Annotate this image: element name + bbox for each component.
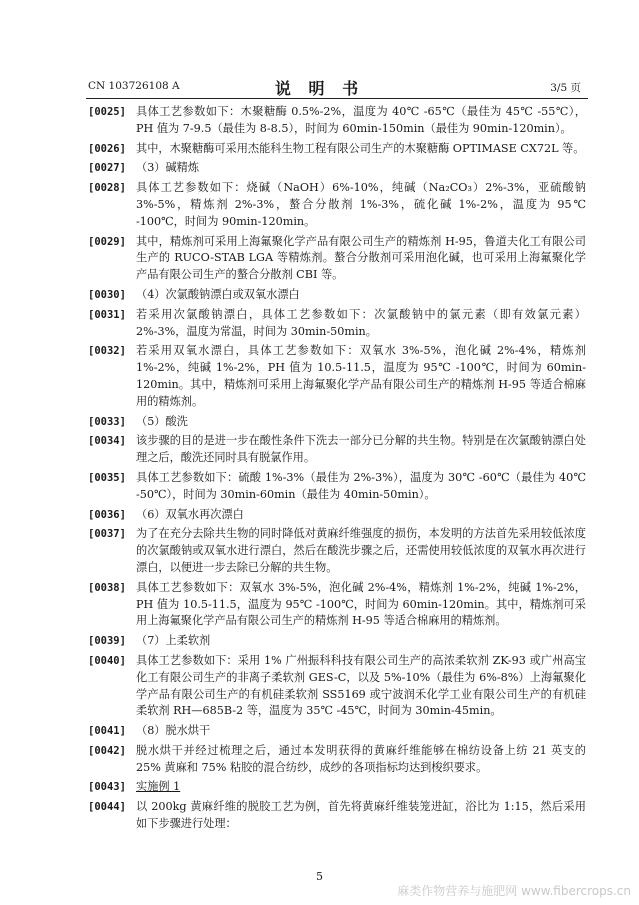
patent-number: CN 103726108 A — [88, 80, 180, 92]
paragraph-number: [0034] — [88, 435, 126, 448]
paragraph-number: [0028] — [88, 182, 126, 195]
paragraph — [88, 160, 586, 177]
paragraph-text: 该步骤的目的是进一步在酸性条件下洗去一部分已分解的共生物。特别是在次氯酸钠漂白处理之后，酸洗还同时具有脱氯作用。 — [136, 434, 586, 465]
paragraph-number: [0037] — [88, 528, 126, 541]
paragraph-number: [0039] — [88, 635, 126, 648]
paragraph — [88, 799, 586, 833]
paragraph-number: [0027] — [88, 162, 126, 175]
paragraph-text: 若采用双氧水漂白，具体工艺参数如下：双氧水 3%-5%，泡化碱 2%-4%，精炼剂 1%-2%，纯碱 1%-2%，PH 值为 10.5-11.5，温度为 95℃ -100℃，时间为 60min-120min。其中，精炼剂可采用上海氟聚化学产品有限公司生产的精炼剂 H-95 等适合棉麻用的精炼剂。 — [136, 344, 586, 408]
paragraph — [88, 779, 586, 796]
example-heading: 实施例 1 — [136, 780, 181, 794]
document-body — [88, 104, 586, 836]
paragraph-text: （6）双氧水再次漂白 — [136, 507, 244, 521]
paragraph — [88, 104, 586, 138]
header-rule — [86, 98, 588, 99]
paragraph — [88, 507, 586, 524]
paragraph-number: [0033] — [88, 415, 126, 428]
paragraph-number: [0040] — [88, 654, 126, 667]
paragraph — [88, 287, 586, 304]
paragraph-text: 脱水烘干并经过梳理之后，通过本发明获得的黄麻纤维能够在棉纺设备上纺 21 英支的 25% 黄麻和 75% 粘胶的混合纺纱，成纱的各项指标均达到梭织要求。 — [136, 743, 586, 774]
paragraph-number: [0032] — [88, 345, 126, 358]
paragraph-text: 若采用次氯酸钠漂白，具体工艺参数如下：次氯酸钠中的氯元素（即有效氯元素）2%-3%，温度为常温，时间为 30min-50min。 — [136, 307, 586, 338]
paragraph — [88, 653, 586, 720]
paragraph-text: （7）上柔软剂 — [136, 634, 211, 648]
page-number: 5 — [316, 870, 323, 883]
paragraph — [88, 580, 586, 630]
paragraph-number: [0044] — [88, 801, 126, 814]
paragraph-number: [0026] — [88, 142, 126, 155]
paragraph-text: （3）碱精炼 — [136, 161, 200, 175]
paragraph-text: 其中，精炼剂可采用上海氟聚化学产品有限公司生产的精炼剂 H-95，鲁道夫化工有限公司生产的 RUCO-STAB LGA 等精炼剂。螯合分散剂可采用泡化碱，也可采用上海氟聚化学产品有限公司生产的螯合分散剂 CBI 等。 — [136, 234, 586, 282]
paragraph-text: （5）酸洗 — [136, 414, 188, 428]
paragraph — [88, 234, 586, 284]
paragraph-number: [0035] — [88, 471, 126, 484]
paragraph-number: [0029] — [88, 235, 126, 248]
paragraph — [88, 141, 586, 158]
paragraph-text: 其中，木聚糖酶可采用杰能科生物工程有限公司生产的木聚糖酶 OPTIMASE CX72L 等。 — [136, 141, 585, 155]
paragraph-text: 具体工艺参数如下：烧碱（NaOH）6%-10%，纯碱（Na₂CO₃）2%-3%，亚硫酸钠 3%-5%，精炼剂 2%-3%，螯合分散剂 1%-3%，硫化碱 1%-2%，温度为 95℃ -100℃，时间为 90min-120min。 — [136, 181, 586, 228]
paragraph — [88, 470, 586, 504]
paragraph — [88, 526, 586, 576]
paragraph — [88, 414, 586, 431]
paragraph-number: [0031] — [88, 308, 126, 321]
paragraph-number: [0041] — [88, 725, 126, 738]
paragraph-text: 为了在充分去除共生物的同时降低对黄麻纤维强度的损伤，本发明的方法首先采用较低浓度的次氯酸钠或双氧水进行漂白，然后在酸洗步骤之后，还需使用较低浓度的双氧水再次进行漂白，以便进一步去除已分解的共生物。 — [136, 527, 586, 574]
paragraph-number: [0043] — [88, 781, 126, 794]
watermark: 麻类作物营养与施肥网 www.fibercrops.cn — [397, 884, 631, 898]
paragraph — [88, 723, 586, 740]
paragraph-text: 具体工艺参数如下：采用 1% 广州振科科技有限公司生产的高浓柔软剂 ZK-93 或广州高宝化工有限公司生产的非离子柔软剂 GES-C，以及 5%-10%（最佳为 6%-8%）上海氟聚化学产品有限公司生产的有机硅柔软剂 SS5169 或宁波润禾化学工业有限公司生产的有机硅柔软剂 RH—685B-2 等，温度为 35℃ -45℃，时间为 30min-45min。 — [136, 653, 586, 718]
paragraph-number: [0036] — [88, 508, 126, 521]
paragraph-text: 以 200kg 黄麻纤维的脱胶工艺为例，首先将黄麻纤维装笼进缸，浴比为 1:15，然后采用如下步骤进行处理： — [136, 800, 586, 831]
paragraph-text: 具体工艺参数如下：木聚糖酶 0.5%-2%，温度为 40℃ -65℃（最佳为 45℃ -55℃），PH 值为 7-9.5（最佳为 8-8.5），时间为 60min-150min（最佳为 90min-120min）。 — [136, 105, 586, 135]
paragraph-text: 具体工艺参数如下：硫酸 1%-3%（最佳为 2%-3%），温度为 30℃ -60℃（最佳为 40℃ -50℃），时间为 30min-60min（最佳为 40min-50min）。 — [136, 470, 586, 501]
page-header — [0, 76, 639, 98]
paragraph — [88, 180, 586, 230]
paragraph — [88, 633, 586, 650]
paragraph-number: [0038] — [88, 581, 126, 594]
document-title: 说 明 书 — [274, 79, 365, 98]
page-indicator: 3/5 页 — [550, 82, 581, 94]
paragraph — [88, 307, 586, 341]
paragraph — [88, 433, 586, 467]
paragraph-number: [0030] — [88, 288, 126, 301]
paragraph-number: [0042] — [88, 744, 126, 757]
paragraph-text — [136, 779, 586, 796]
paragraph-number: [0025] — [88, 106, 126, 118]
paragraph-text: （8）脱水烘干 — [136, 724, 211, 738]
paragraph — [88, 343, 586, 410]
paragraph-text: （4）次氯酸钠漂白或双氧水漂白 — [136, 287, 300, 301]
paragraph — [88, 743, 586, 777]
paragraph-text: 具体工艺参数如下：双氧水 3%-5%，泡化碱 2%-4%，精炼剂 1%-2%，纯碱 1%-2%，PH 值为 10.5-11.5，温度为 95℃ -100℃，时间为 60min-120min。其中，精炼剂可采用上海氟聚化学产品有限公司生产的精炼剂 H-95 等适合棉麻用的精炼剂。 — [136, 580, 586, 628]
